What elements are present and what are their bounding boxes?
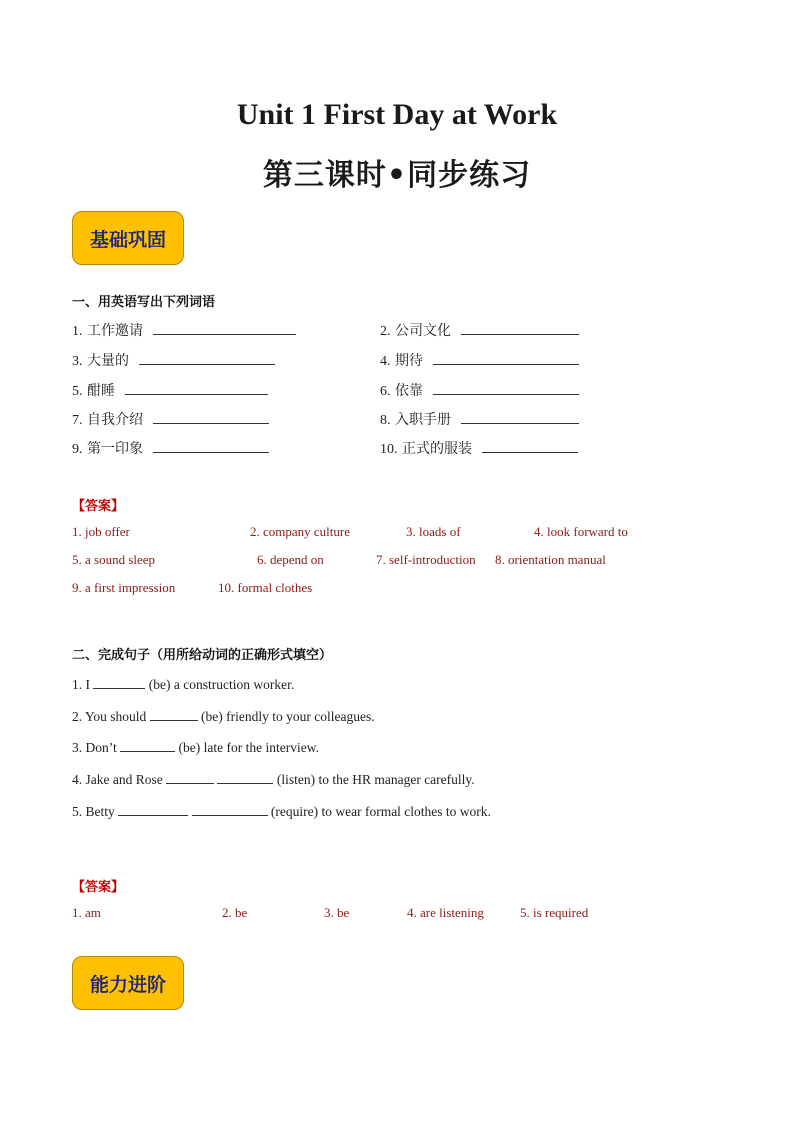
- vocab-item: [72, 350, 275, 370]
- answer-blank[interactable]: [482, 440, 578, 453]
- vocab-text: 入职手册: [394, 412, 451, 428]
- answer-blank[interactable]: [153, 440, 269, 453]
- sentence-suffix: (listen) to the HR manager carefully.: [276, 772, 475, 787]
- vocab-text: 期待: [394, 353, 423, 369]
- section1-heading: 一、用英语写出下列词语: [72, 295, 216, 310]
- fill-blank[interactable]: [120, 740, 175, 752]
- answer-blank[interactable]: [461, 411, 579, 424]
- vocab-number: 6.: [380, 384, 391, 399]
- answer-item: 4. look forward to: [534, 524, 628, 539]
- answer-blank[interactable]: [153, 411, 269, 424]
- sentence-item: [72, 804, 491, 820]
- answer-blank[interactable]: [125, 382, 268, 395]
- vocab-number: 2.: [380, 324, 391, 339]
- vocab-text: 自我介绍: [86, 412, 143, 428]
- vocab-number: 5.: [72, 384, 83, 399]
- answer-label: 【答案】: [72, 499, 125, 514]
- sentence-item: [72, 677, 294, 693]
- answer-item: 2. be: [222, 905, 248, 920]
- answer-item: 10. formal clothes: [218, 580, 313, 595]
- vocab-number: 3.: [72, 354, 83, 369]
- vocab-item: [72, 438, 269, 458]
- answer-item: 8. orientation manual: [495, 552, 606, 567]
- vocab-item: [72, 380, 268, 400]
- answer-blank[interactable]: [461, 322, 579, 335]
- answer-item: 3. loads of: [406, 524, 461, 539]
- vocab-item: [380, 409, 579, 429]
- answer-label: 【答案】: [72, 880, 125, 895]
- vocab-text: 大量的: [86, 353, 129, 369]
- sentence-prefix: 2. You should: [72, 709, 147, 724]
- section-badge-basic: 基础巩固: [72, 211, 184, 265]
- answer-item: 5. a sound sleep: [72, 552, 156, 567]
- fill-blank[interactable]: [192, 804, 268, 816]
- vocab-text: 正式的服装: [401, 441, 472, 457]
- vocab-item: [380, 438, 578, 458]
- vocab-text: 酣睡: [86, 383, 115, 399]
- vocab-text: 公司文化: [394, 323, 451, 339]
- answer-item: 4. are listening: [407, 905, 484, 920]
- vocab-number: 8.: [380, 413, 391, 428]
- vocab-item: [72, 409, 269, 429]
- answer-item: 1. job offer: [72, 524, 130, 539]
- answer-item: 1. am: [72, 905, 101, 920]
- vocab-item: [72, 320, 296, 340]
- answer-item: 3. be: [324, 905, 350, 920]
- fill-blank[interactable]: [217, 772, 273, 784]
- sentence-item: [72, 772, 475, 788]
- answer-item: 5. is required: [520, 905, 589, 920]
- sentence-suffix: (be) late for the interview.: [178, 740, 319, 755]
- vocab-number: 1.: [72, 324, 83, 339]
- answer-blank[interactable]: [153, 322, 296, 335]
- sentence-prefix: 5. Betty: [72, 804, 115, 819]
- fill-blank[interactable]: [166, 772, 214, 784]
- sentence-suffix: (require) to wear formal clothes to work.: [270, 804, 491, 819]
- answer-item: 6. depend on: [257, 552, 324, 567]
- sentence-prefix: 3. Don’t: [72, 740, 117, 755]
- vocab-text: 第一印象: [86, 441, 143, 457]
- sentence-item: [72, 740, 319, 756]
- answer-item: 2. company culture: [250, 524, 350, 539]
- answer-item: 7. self-introduction: [376, 552, 476, 567]
- sentence-item: [72, 709, 375, 725]
- vocab-text: 依靠: [394, 383, 423, 399]
- section2-heading: 二、完成句子（用所给动词的正确形式填空）: [72, 648, 333, 663]
- vocab-text: 工作邀请: [86, 323, 143, 339]
- sentence-suffix: (be) a construction worker.: [148, 677, 295, 692]
- page-title-english: Unit 1 First Day at Work: [236, 98, 558, 131]
- vocab-item: [380, 320, 579, 340]
- fill-blank[interactable]: [93, 677, 145, 689]
- vocab-number: 10.: [380, 442, 398, 457]
- vocab-number: 9.: [72, 442, 83, 457]
- fill-blank[interactable]: [118, 804, 188, 816]
- section-badge-advanced: 能力进阶: [72, 956, 184, 1010]
- answer-blank[interactable]: [433, 382, 579, 395]
- fill-blank[interactable]: [150, 709, 198, 721]
- vocab-item: [380, 380, 579, 400]
- vocab-item: [380, 350, 579, 370]
- sentence-suffix: (be) friendly to your colleagues.: [201, 709, 375, 724]
- answer-item: 9. a first impression: [72, 580, 176, 595]
- page-title-chinese: 第三课时•同步练习: [262, 158, 532, 193]
- answer-blank[interactable]: [433, 352, 579, 365]
- answer-blank[interactable]: [139, 352, 275, 365]
- sentence-prefix: 1. I: [72, 677, 90, 692]
- vocab-number: 4.: [380, 354, 391, 369]
- vocab-number: 7.: [72, 413, 83, 428]
- sentence-prefix: 4. Jake and Rose: [72, 772, 163, 787]
